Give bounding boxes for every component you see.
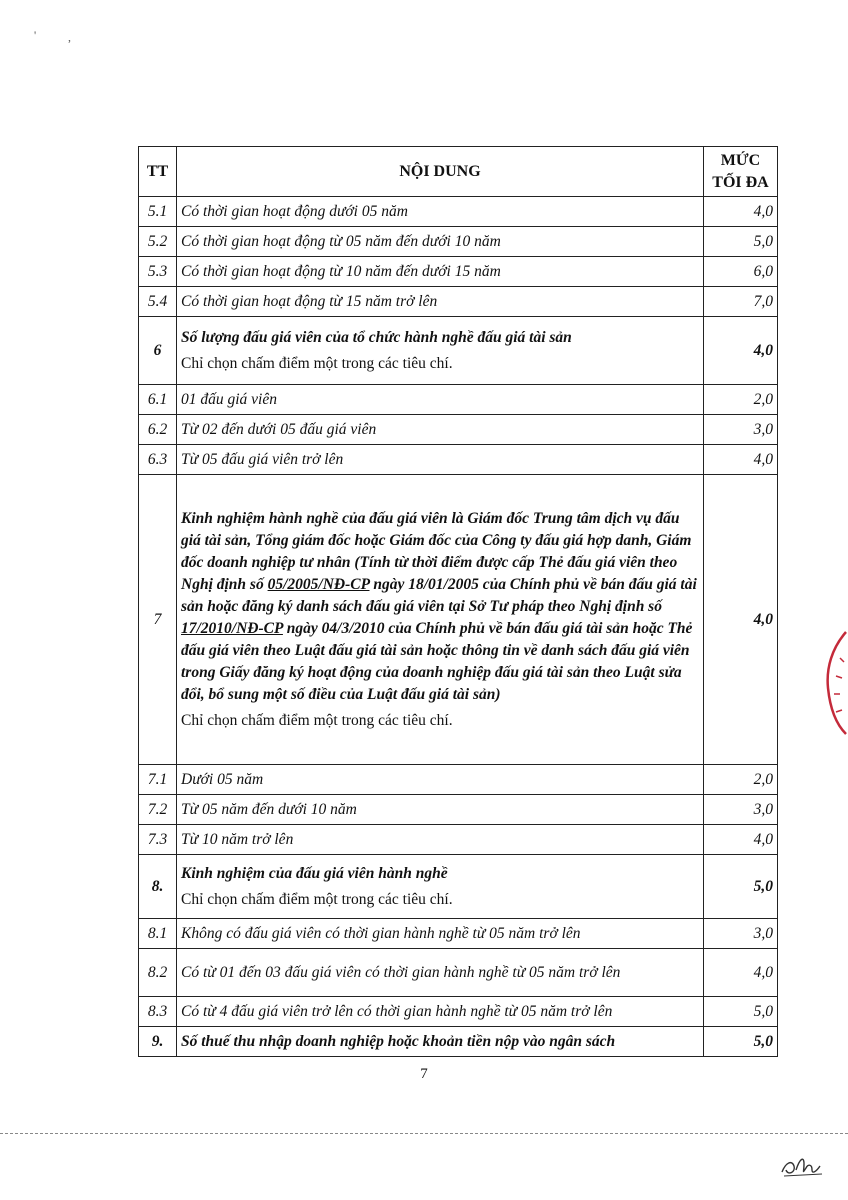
row-score: 4,0 bbox=[704, 317, 778, 385]
row-tt: 7.1 bbox=[139, 765, 177, 795]
row-text: Có từ 01 đến 03 đấu giá viên có thời gian hành nghề từ 05 năm trở lên bbox=[177, 949, 704, 997]
row-text: Có thời gian hoạt động từ 10 năm đến dưới 15 năm bbox=[177, 257, 704, 287]
criteria-table bbox=[138, 146, 778, 1057]
section-note: Chỉ chọn chấm điểm một trong các tiêu chí. bbox=[181, 711, 453, 729]
row-score: 4,0 bbox=[704, 475, 778, 765]
row-text: Có từ 4 đấu giá viên trở lên có thời gian hành nghề từ 05 năm trở lên bbox=[177, 997, 704, 1027]
row-score: 6,0 bbox=[704, 257, 778, 287]
row-text: Từ 02 đến dưới 05 đấu giá viên bbox=[177, 415, 704, 445]
row-score: 5,0 bbox=[704, 997, 778, 1027]
row-score: 4,0 bbox=[704, 197, 778, 227]
scan-speck: , bbox=[68, 30, 71, 44]
table-header-row bbox=[139, 147, 778, 197]
table-row bbox=[139, 795, 778, 825]
row-text: Có thời gian hoạt động dưới 05 năm bbox=[177, 197, 704, 227]
row-tt: 6.2 bbox=[139, 415, 177, 445]
row-tt: 6 bbox=[139, 317, 177, 385]
row-content bbox=[177, 475, 704, 765]
row-tt: 7.2 bbox=[139, 795, 177, 825]
header-tt: TT bbox=[139, 147, 177, 197]
row-score: 7,0 bbox=[704, 287, 778, 317]
row-tt: 8.3 bbox=[139, 997, 177, 1027]
red-stamp-fragment bbox=[818, 628, 848, 738]
row-score: 2,0 bbox=[704, 765, 778, 795]
section-note: Chỉ chọn chấm điểm một trong các tiêu chí. bbox=[181, 890, 453, 908]
row-text: Có thời gian hoạt động từ 15 năm trở lên bbox=[177, 287, 704, 317]
section-note: Chỉ chọn chấm điểm một trong các tiêu chí. bbox=[181, 354, 453, 372]
row-tt: 8.2 bbox=[139, 949, 177, 997]
header-max-line1: MỨC bbox=[720, 151, 761, 169]
row-text: Không có đấu giá viên có thời gian hành nghề từ 05 năm trở lên bbox=[177, 919, 704, 949]
row-tt: 6.3 bbox=[139, 445, 177, 475]
row-tt: 5.3 bbox=[139, 257, 177, 287]
row-content bbox=[177, 855, 704, 919]
table-row bbox=[139, 825, 778, 855]
row-score: 3,0 bbox=[704, 415, 778, 445]
row-text: 01 đấu giá viên bbox=[177, 385, 704, 415]
decree-link-17-2010[interactable]: 17/2010/NĐ-CP bbox=[181, 619, 283, 637]
row-text: Từ 05 năm đến dưới 10 năm bbox=[177, 795, 704, 825]
row-text: Từ 10 năm trở lên bbox=[177, 825, 704, 855]
table-row bbox=[139, 919, 778, 949]
section-title: Số lượng đấu giá viên của tổ chức hành nghề đấu giá tài sản bbox=[181, 328, 572, 346]
table-row bbox=[139, 949, 778, 997]
decree-link-05-2005[interactable]: 05/2005/NĐ-CP bbox=[267, 575, 370, 593]
row-tt: 6.1 bbox=[139, 385, 177, 415]
row-tt: 8.1 bbox=[139, 919, 177, 949]
scan-dashed-line bbox=[0, 1133, 848, 1134]
row-score: 3,0 bbox=[704, 919, 778, 949]
section-title: Số thuế thu nhập doanh nghiệp hoặc khoản tiền nộp vào ngân sách bbox=[181, 1032, 616, 1050]
row-score: 5,0 bbox=[704, 227, 778, 257]
row-content bbox=[177, 317, 704, 385]
scan-speck: ' bbox=[34, 28, 37, 42]
table-row bbox=[139, 227, 778, 257]
row-text: Dưới 05 năm bbox=[177, 765, 704, 795]
title-part-c: ngày 04/3/2010 của Chính phủ về bán đấu giá tài sản hoặc Thẻ đấu giá viên theo Luật đấu giá tài sản hoặc thông tin về danh sách đấu giá viên trong Giấy đăng ký hoạt động của doanh nghiệp đấu giá tài sản theo Luật sửa đổi, bổ sung một số điều của Luật đấu giá tài sản) bbox=[181, 619, 693, 703]
row-score: 4,0 bbox=[704, 825, 778, 855]
row-tt: 5.4 bbox=[139, 287, 177, 317]
title-part-a: Kinh nghiệm hành nghề của đấu giá viên là Giám đốc Trung tâm dịch vụ đấu giá tài sản, Tổng giám đốc hoặc Giám đốc của Công ty đấu giá hợp danh, Giám đốc doanh nghiệp tư nhân (Tính từ thời điểm được cấp Thẻ đấu giá viên theo Nghị định số bbox=[181, 509, 692, 593]
signature-initials bbox=[778, 1152, 828, 1180]
table-row bbox=[139, 287, 778, 317]
table-row-section bbox=[139, 1027, 778, 1057]
section-title: Kinh nghiệm của đấu giá viên hành nghề bbox=[181, 864, 448, 882]
header-max-line2: TỐI ĐA bbox=[712, 173, 769, 191]
page-number: 7 bbox=[420, 1066, 428, 1082]
header-content: NỘI DUNG bbox=[177, 147, 704, 197]
row-score: 4,0 bbox=[704, 445, 778, 475]
row-content bbox=[177, 1027, 704, 1057]
row-score: 3,0 bbox=[704, 795, 778, 825]
table-row-section bbox=[139, 317, 778, 385]
table-row bbox=[139, 257, 778, 287]
table-row bbox=[139, 415, 778, 445]
row-score: 5,0 bbox=[704, 855, 778, 919]
table-row-section bbox=[139, 855, 778, 919]
row-tt: 7.3 bbox=[139, 825, 177, 855]
section-title bbox=[181, 508, 699, 706]
table-row bbox=[139, 197, 778, 227]
row-tt: 5.1 bbox=[139, 197, 177, 227]
row-score: 5,0 bbox=[704, 1027, 778, 1057]
header-max-score bbox=[704, 147, 778, 197]
table-row-section bbox=[139, 475, 778, 765]
row-tt: 9. bbox=[139, 1027, 177, 1057]
row-score: 2,0 bbox=[704, 385, 778, 415]
row-tt: 8. bbox=[139, 855, 177, 919]
table-row bbox=[139, 765, 778, 795]
table-row bbox=[139, 445, 778, 475]
row-tt: 5.2 bbox=[139, 227, 177, 257]
row-text: Có thời gian hoạt động từ 05 năm đến dưới 10 năm bbox=[177, 227, 704, 257]
row-text: Từ 05 đấu giá viên trở lên bbox=[177, 445, 704, 475]
row-score: 4,0 bbox=[704, 949, 778, 997]
table-row bbox=[139, 385, 778, 415]
row-tt: 7 bbox=[139, 475, 177, 765]
title-part-b: ngày 18/01/2005 của Chính phủ về bán đấu giá tài sản hoặc đăng ký danh sách đấu giá viên tại Sở Tư pháp theo Nghị định số bbox=[181, 575, 697, 615]
table-row bbox=[139, 997, 778, 1027]
